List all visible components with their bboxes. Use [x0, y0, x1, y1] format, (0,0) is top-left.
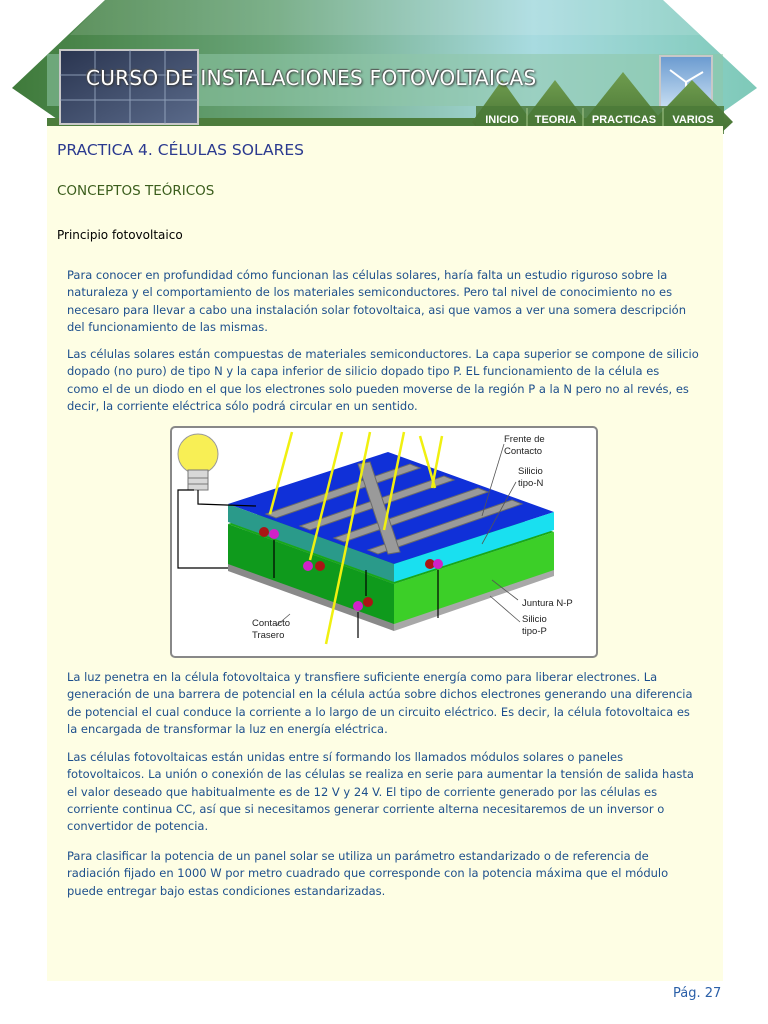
label-silicio-n: Silicio tipo-N [518, 466, 544, 489]
solar-cell-diagram [170, 426, 598, 658]
label-juntura: Juntura N-P [522, 598, 573, 609]
section-heading: CONCEPTOS TEÓRICOS [57, 183, 215, 199]
page-title: PRACTICA 4. CÉLULAS SOLARES [57, 141, 304, 159]
paragraph-light: La luz penetra en la célula fotovoltaica y transfiere suficiente energía como para liberar electrones. La generación de una barrera de potencial en la célula actúa sobre dichos electrones generando una diferencia de potencial el cual conduce la corriente a lo largo de un circuito eléctrico. Es decir, la célula fotovoltaica es la encargada de transformar la luz en energía eléctrica. [67, 670, 693, 736]
label-frente-contacto: Frente de Contacto [504, 434, 545, 457]
label-contacto-trasero: Contacto Trasero [252, 618, 291, 641]
paragraph-composition: Las células solares están compuestas de materiales semiconductores. La capa superior se compone de silicio dopado (no puro) de tipo N y la capa inferior de silicio dopado tipo P. EL funcionamiento de la célula es como el de un diodo en el que los electrones solo pueden moverse de la región P a la N pero no al revés, es decir, la corriente eléctrica sólo podrá circular en un sentido. [67, 347, 699, 413]
subsection-heading: Principio fotovoltaico [57, 228, 183, 242]
nav-inicio[interactable]: INICIO [485, 114, 519, 126]
page-number: Pág. 27 [673, 986, 722, 1001]
paragraph-modules: Las células fotovoltaicas están unidas entre sí formando los llamados módulos solares o paneles fotovoltaicos. La unión o conexión de las células se realiza en serie para aumentar la tensión de salida hasta el valor deseado que habitualmente es de 12 V y 24 V. El tipo de corriente generado por las células es corriente continua CC, así que si necesitamos generar corriente alterna necesitaremos de un inversor o convertidor de potencia. [67, 750, 694, 834]
nav-teoria[interactable]: TEORIA [534, 114, 577, 126]
site-title: CURSO DE INSTALACIONES FOTOVOLTAICAS [86, 66, 537, 90]
paragraph-intro: Para conocer en profundidad cómo funcionan las células solares, haría falta un estudio riguroso sobre la naturaleza y el comportamiento de los materiales semiconductores. Pero tal nivel de conocimiento no es necesaro para llevar a cabo una instalación solar fotovoltaica, asi que vamos a ver una somera descripción del funcionamiento de las mismas. [67, 268, 686, 334]
paragraph-power: Para clasificar la potencia de un panel solar se utiliza un parámetro estandarizado o de referencia de radiación fijado en 1000 W por metro cuadrado que corresponde con la potencia máxima que el módulo puede entregar bajo estas condiciones estandarizadas. [67, 849, 669, 898]
nav-varios[interactable]: VARIOS [672, 114, 714, 126]
nav-practicas[interactable]: PRACTICAS [591, 114, 657, 126]
label-silicio-p: Silicio tipo-P [522, 614, 547, 637]
